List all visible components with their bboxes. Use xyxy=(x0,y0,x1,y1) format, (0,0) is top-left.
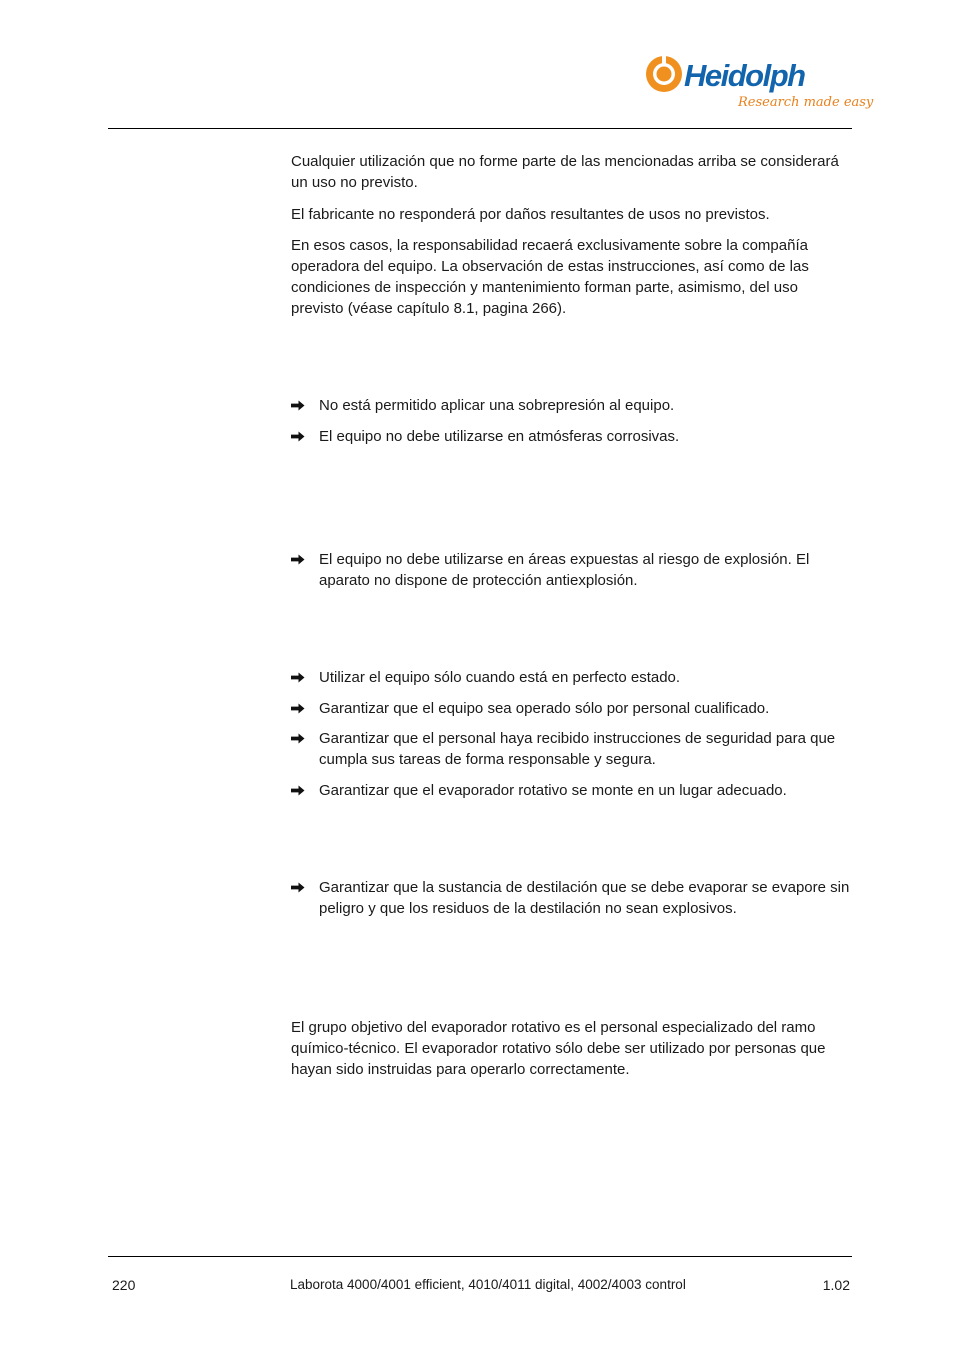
paragraph-operator-responsibility: En esos casos, la responsabilidad recaerá exclusivamente sobre la compañía operadora del equipo. La observación de estas instrucciones, así como de las condiciones de inspección y mantenimiento forman parte, asimismo, del uso previsto (véase capítulo 8.1, pagina 266). xyxy=(291,237,809,317)
header-divider xyxy=(108,128,852,129)
arrow-right-icon xyxy=(291,549,307,570)
list-item xyxy=(291,549,851,591)
paragraph-target-group: El grupo objetivo del evaporador rotativo es el personal especializado del ramo químico-técnico. El evaporador rotativo sólo debe ser utilizado por personas que hayan sido instruidas para operarlo correctamente. xyxy=(291,1019,826,1078)
arrow-right-icon xyxy=(291,426,307,447)
list-item-text: Garantizar que el personal haya recibido instrucciones de seguridad para que cumpla sus tareas de forma responsable y segura. xyxy=(319,730,836,768)
arrow-right-icon xyxy=(291,728,307,749)
list-item-text: Garantizar que el equipo sea operado sólo por personal cualificado. xyxy=(319,700,770,717)
arrow-right-icon xyxy=(291,698,307,719)
list-item xyxy=(291,667,851,688)
arrow-right-icon xyxy=(291,667,307,688)
list-item-text: Garantizar que la sustancia de destilación que se debe evaporar se evapore sin peligro y que los residuos de la destilación no sean explosivos. xyxy=(319,879,850,917)
list-item xyxy=(291,395,851,416)
list-item xyxy=(291,426,851,447)
document-title: Laborota 4000/4001 efficient, 4010/4011 digital, 4002/4003 control xyxy=(290,1277,686,1292)
heidolph-logo xyxy=(644,50,874,114)
document-version: 1.02 xyxy=(822,1277,850,1293)
list-item xyxy=(291,728,851,770)
list-item-text: Utilizar el equipo sólo cuando está en perfecto estado. xyxy=(319,669,681,686)
arrow-right-icon xyxy=(291,877,307,898)
list-item-text: Garantizar que el evaporador rotativo se monte en un lugar adecuado. xyxy=(319,782,787,799)
paragraph-unintended-use: Cualquier utilización que no forme parte de las mencionadas arriba se considerará un uso no previsto. xyxy=(291,153,839,191)
arrow-right-icon xyxy=(291,395,307,416)
logo-brand-text: Heidolph xyxy=(684,58,805,93)
list-item-text: No está permitido aplicar una sobrepresión al equipo. xyxy=(319,397,675,414)
list-item-text: El equipo no debe utilizarse en atmósferas corrosivas. xyxy=(319,428,680,445)
page-number: 220 xyxy=(112,1277,136,1293)
arrow-right-icon xyxy=(291,780,307,801)
paragraph-manufacturer-liability: El fabricante no responderá por daños resultantes de usos no previstos. xyxy=(291,206,770,223)
list-item xyxy=(291,780,851,801)
list-item xyxy=(291,877,851,919)
footer-divider xyxy=(108,1256,852,1257)
list-item xyxy=(291,698,851,719)
logo-tagline-text: Research made easy xyxy=(738,95,874,110)
list-item-text: El equipo no debe utilizarse en áreas expuestas al riesgo de explosión. El aparato no dispone de protección antiexplosión. xyxy=(319,551,810,589)
